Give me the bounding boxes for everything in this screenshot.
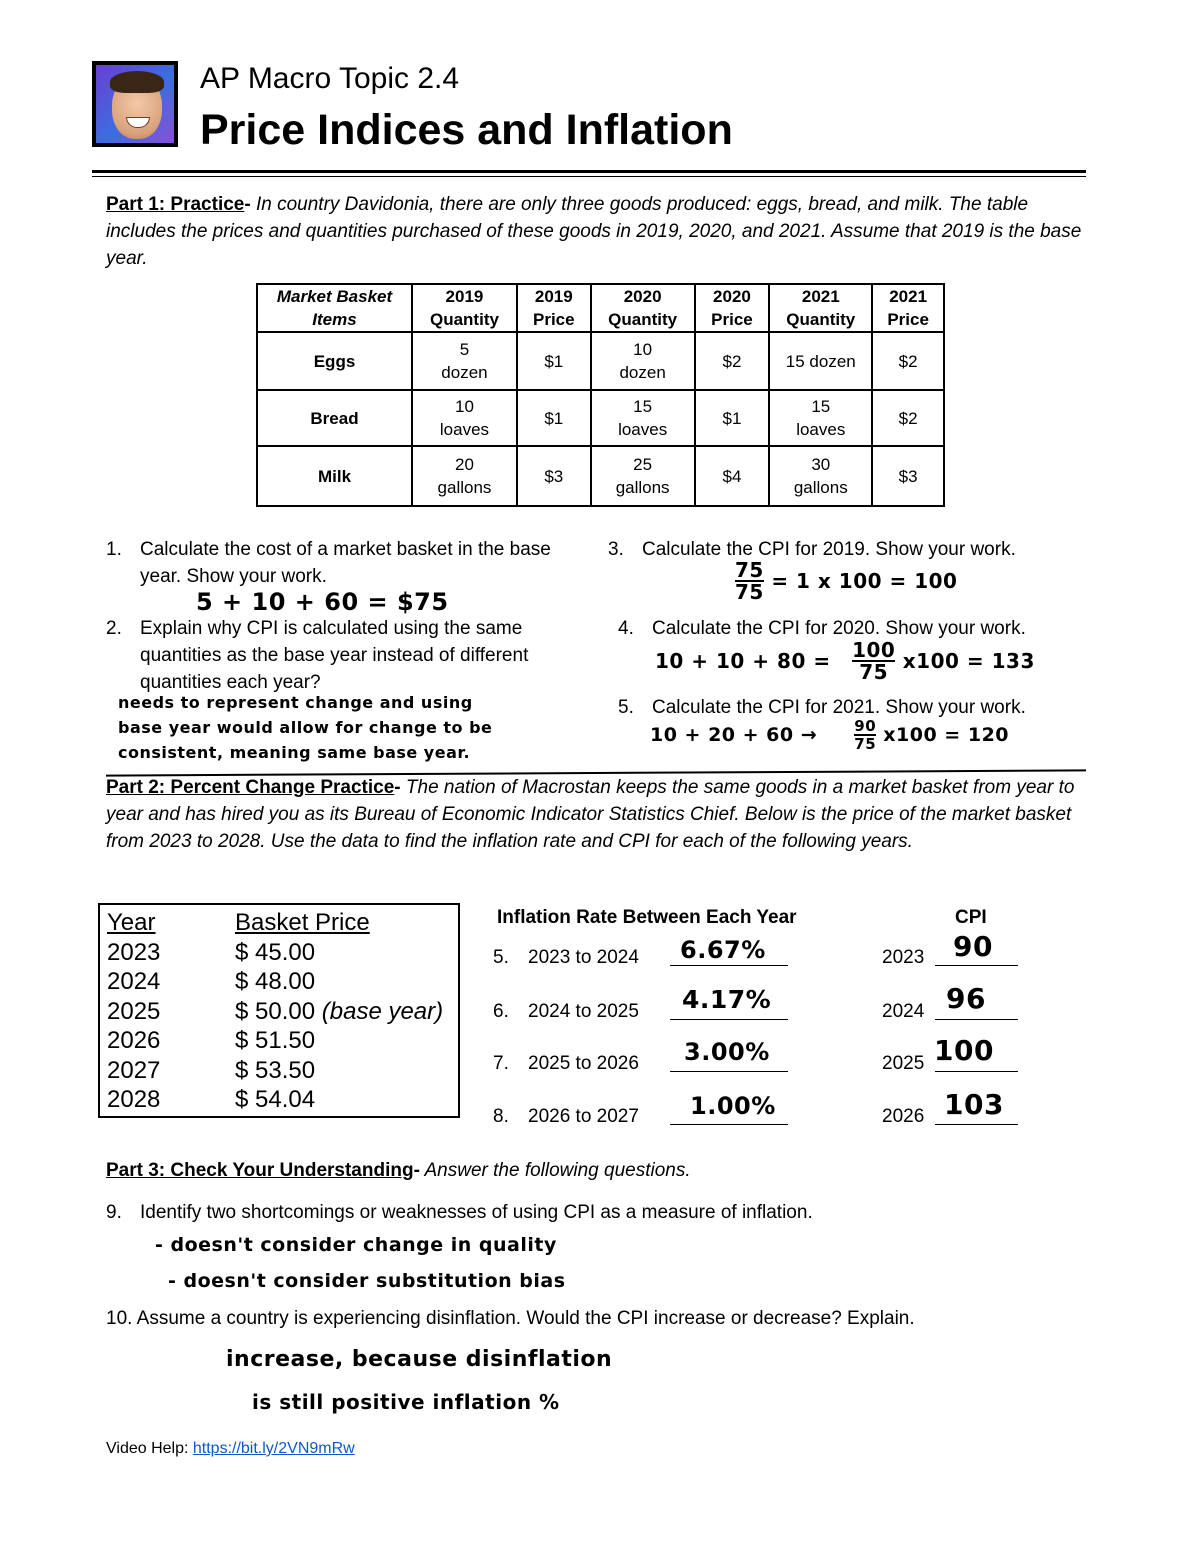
price-header: Basket Price — [235, 909, 370, 936]
header-divider — [92, 170, 1086, 173]
answer-line — [935, 1019, 1018, 1020]
table-header: 2020 Quantity — [591, 284, 695, 332]
question-5: 5. Calculate the CPI for 2021. Show your work. — [618, 697, 1026, 718]
cpi-answer-handwritten: 90 — [953, 930, 993, 963]
question-2: 2. Explain why CPI is calculated using the same quantities as the base year instead of different quantities each year? — [106, 618, 529, 693]
answer-9b-handwritten: - doesn't consider substitution bias — [168, 1270, 566, 1292]
answer-3-handwritten: $\frac{75}{75}$ = 1 x 100 = 100 — [735, 558, 958, 604]
table-cell: Eggs — [257, 332, 412, 390]
table-header: 2019 Quantity — [412, 284, 517, 332]
video-help-link[interactable]: https://bit.ly/2VN9mRw — [192, 1440, 355, 1457]
question-3: 3. Calculate the CPI for 2019. Show your work. — [608, 539, 1016, 560]
inflation-item: 6. 2024 to 2025 — [493, 1001, 639, 1022]
table-cell: $3 — [872, 446, 944, 506]
cpi-header: CPI — [955, 907, 987, 928]
part3-label: Part 3: Check Your Understanding — [106, 1160, 414, 1181]
table-cell: $3 — [517, 446, 591, 506]
table-cell: $1 — [695, 390, 770, 446]
answer-5-handwritten: 10 + 20 + 60 → $\frac{90}{75}$ x100 = 120 — [650, 717, 1010, 753]
answer-line — [935, 1124, 1018, 1125]
inflation-answer-handwritten: 3.00% — [684, 1038, 770, 1066]
inflation-item: 7. 2025 to 2026 — [493, 1053, 639, 1074]
part2-label: Part 2: Percent Change Practice — [106, 777, 395, 798]
answer-line — [670, 965, 788, 966]
instructor-avatar — [92, 61, 178, 147]
topic-heading: AP Macro Topic 2.4 — [200, 62, 460, 95]
part2-intro: Part 2: Percent Change Practice- The nation of Macrostan keeps the same goods in a market basket from year to year and has hired you as its Bureau of Economic Indicator Statistics Chief. Below is the price of the market basket from 2023 to 2028. Use the data to find the inflation rate and CPI for each of the following years. — [106, 777, 1075, 852]
table-cell: $2 — [872, 390, 944, 446]
cpi-item: 2025 — [882, 1053, 925, 1074]
cpi-answer-handwritten: 103 — [944, 1088, 1004, 1121]
table-cell: 15 dozen — [769, 332, 872, 390]
answer-line — [670, 1071, 788, 1072]
inflation-answer-handwritten: 4.17% — [682, 985, 772, 1014]
table-cell: 15 loaves — [769, 390, 872, 446]
video-help: Video Help: https://bit.ly/2VN9mRw — [106, 1440, 355, 1457]
question-9: 9. Identify two shortcomings or weaknesses of using CPI as a measure of inflation. — [106, 1202, 813, 1223]
inflation-item: 5. 2023 to 2024 — [493, 947, 639, 968]
cpi-answer-handwritten: 96 — [946, 982, 986, 1015]
cpi-item: 2023 — [882, 947, 925, 968]
answer-10b-handwritten: is still positive inflation % — [252, 1390, 560, 1414]
table-row — [257, 446, 944, 506]
part1-intro: Part 1: Practice- In country Davidonia, there are only three goods produced: eggs, bread, and milk. The table includes the prices and quantities purchased of these goods in 2019, 2020, and 2021. Assume that 2019 is the base year. — [106, 194, 1082, 269]
inflation-answer-handwritten: 1.00% — [690, 1092, 776, 1120]
cpi-item: 2026 — [882, 1106, 925, 1127]
table-cell: 10 dozen — [591, 332, 695, 390]
table-cell: 15 loaves — [591, 390, 695, 446]
answer-2-handwritten: needs to represent change and using base year would allow for change to be consistent, meaning same base year. — [118, 693, 493, 762]
inflation-item: 8. 2026 to 2027 — [493, 1106, 639, 1127]
part3-intro: Part 3: Check Your Understanding- Answer the following questions. — [106, 1160, 691, 1181]
question-1: 1. Calculate the cost of a market basket in the base year. Show your work. — [106, 539, 551, 587]
cpi-answer-handwritten: 100 — [934, 1034, 994, 1067]
table-row — [257, 390, 944, 446]
table-row — [257, 332, 944, 390]
question-4: 4. Calculate the CPI for 2020. Show your work. — [618, 618, 1026, 639]
inflation-answer-handwritten: 6.67% — [680, 936, 766, 964]
answer-line — [670, 1124, 788, 1125]
table-cell: $2 — [872, 332, 944, 390]
table-header-row — [257, 284, 944, 332]
table-cell: 30 gallons — [769, 446, 872, 506]
basket-price-table: Year Basket Price 2023 $ 45.00 2024 $ 48.00 2025 $ 50.00 (base year) 2026 $ 51.50 2027 $ 53.50 2028 $ 54.04 — [98, 903, 460, 1118]
table-header: 2021 Price — [872, 284, 944, 332]
table-cell: 25 gallons — [591, 446, 695, 506]
header-divider-thin — [92, 176, 1086, 177]
table-cell: Milk — [257, 446, 412, 506]
table-cell: $2 — [695, 332, 770, 390]
table-cell: 5 dozen — [412, 332, 517, 390]
table-cell: 10 loaves — [412, 390, 517, 446]
answer-line — [670, 1019, 788, 1020]
cpi-item: 2024 — [882, 1001, 925, 1022]
page-title: Price Indices and Inflation — [200, 106, 733, 154]
table-header: Market Basket Items — [257, 284, 412, 332]
table-cell: Bread — [257, 390, 412, 446]
table-header: 2021 Quantity — [769, 284, 872, 332]
answer-1-handwritten: 5 + 10 + 60 = $75 — [196, 588, 449, 616]
table-header: 2020 Price — [695, 284, 770, 332]
table-cell: $1 — [517, 390, 591, 446]
answer-10a-handwritten: increase, because disinflation — [226, 1347, 613, 1372]
market-basket-table — [256, 283, 945, 507]
table-cell: 20 gallons — [412, 446, 517, 506]
table-header: 2019 Price — [517, 284, 591, 332]
answer-line — [935, 965, 1018, 966]
question-10: 10. Assume a country is experiencing disinflation. Would the CPI increase or decrease? Explain. — [106, 1308, 915, 1329]
answer-4-handwritten: 10 + 10 + 80 = $\frac{100}{75}$ x100 = 133 — [655, 638, 1035, 684]
inflation-header: Inflation Rate Between Each Year — [497, 907, 797, 928]
year-header: Year — [107, 909, 156, 936]
answer-line — [935, 1071, 1018, 1072]
part1-label: Part 1: Practice — [106, 194, 245, 215]
table-cell: $4 — [695, 446, 770, 506]
table-cell: $1 — [517, 332, 591, 390]
answer-9a-handwritten: - doesn't consider change in quality — [155, 1234, 557, 1256]
